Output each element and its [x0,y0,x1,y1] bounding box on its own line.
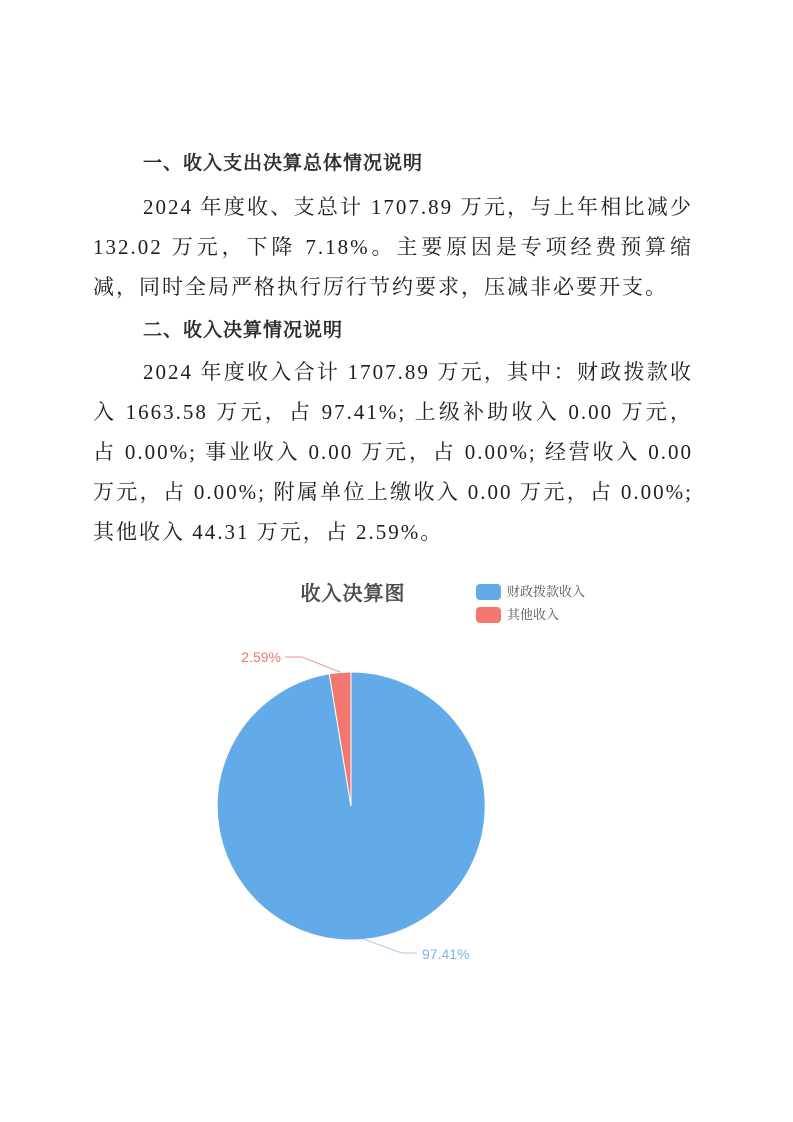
leader-line-fiscal-allocation [363,939,417,953]
pie-label-fiscal-allocation: 97.41% [422,946,470,962]
income-pie-chart [0,578,793,1058]
legend-label-other-income: 其他收入 [507,607,560,622]
pie-svg [160,616,580,976]
legend-swatch-blue-icon [476,584,501,600]
legend-item-fiscal-allocation[interactable] [476,584,585,600]
section-2-heading: 二、收入决算情况说明 [143,320,344,341]
legend-label-fiscal-allocation: 财政拨款收入 [507,584,586,599]
chart-title: 收入决算图 [300,583,406,605]
section-2-paragraph: 2024 年度收入合计 1707.89 万元，其中：财政拨款收入 1663.58 万元，占 97.41%; 上级补助收入 0.00 万元，占 0.00%; 事业收入 0.00 万元，占 0.00%; 经营收入 0.00 万元，占 0.00%; 附属单位上缴收入 0.00 万元，占 0.00%; 其他收入 44.31 万元，占 2.59%。 [93,360,693,544]
leader-line-other-income [285,657,340,672]
section-1-heading: 一、收入支出决算总体情况说明 [143,153,424,174]
pie-label-other-income: 2.59% [241,649,281,665]
document-body [93,150,693,552]
section-1-paragraph: 2024 年度收、支总计 1707.89 万元，与上年相比减少 132.02 万元，下降 7.18%。主要原因是专项经费预算缩减，同时全局严格执行厉行节约要求，压减非必要开支。 [93,195,693,299]
